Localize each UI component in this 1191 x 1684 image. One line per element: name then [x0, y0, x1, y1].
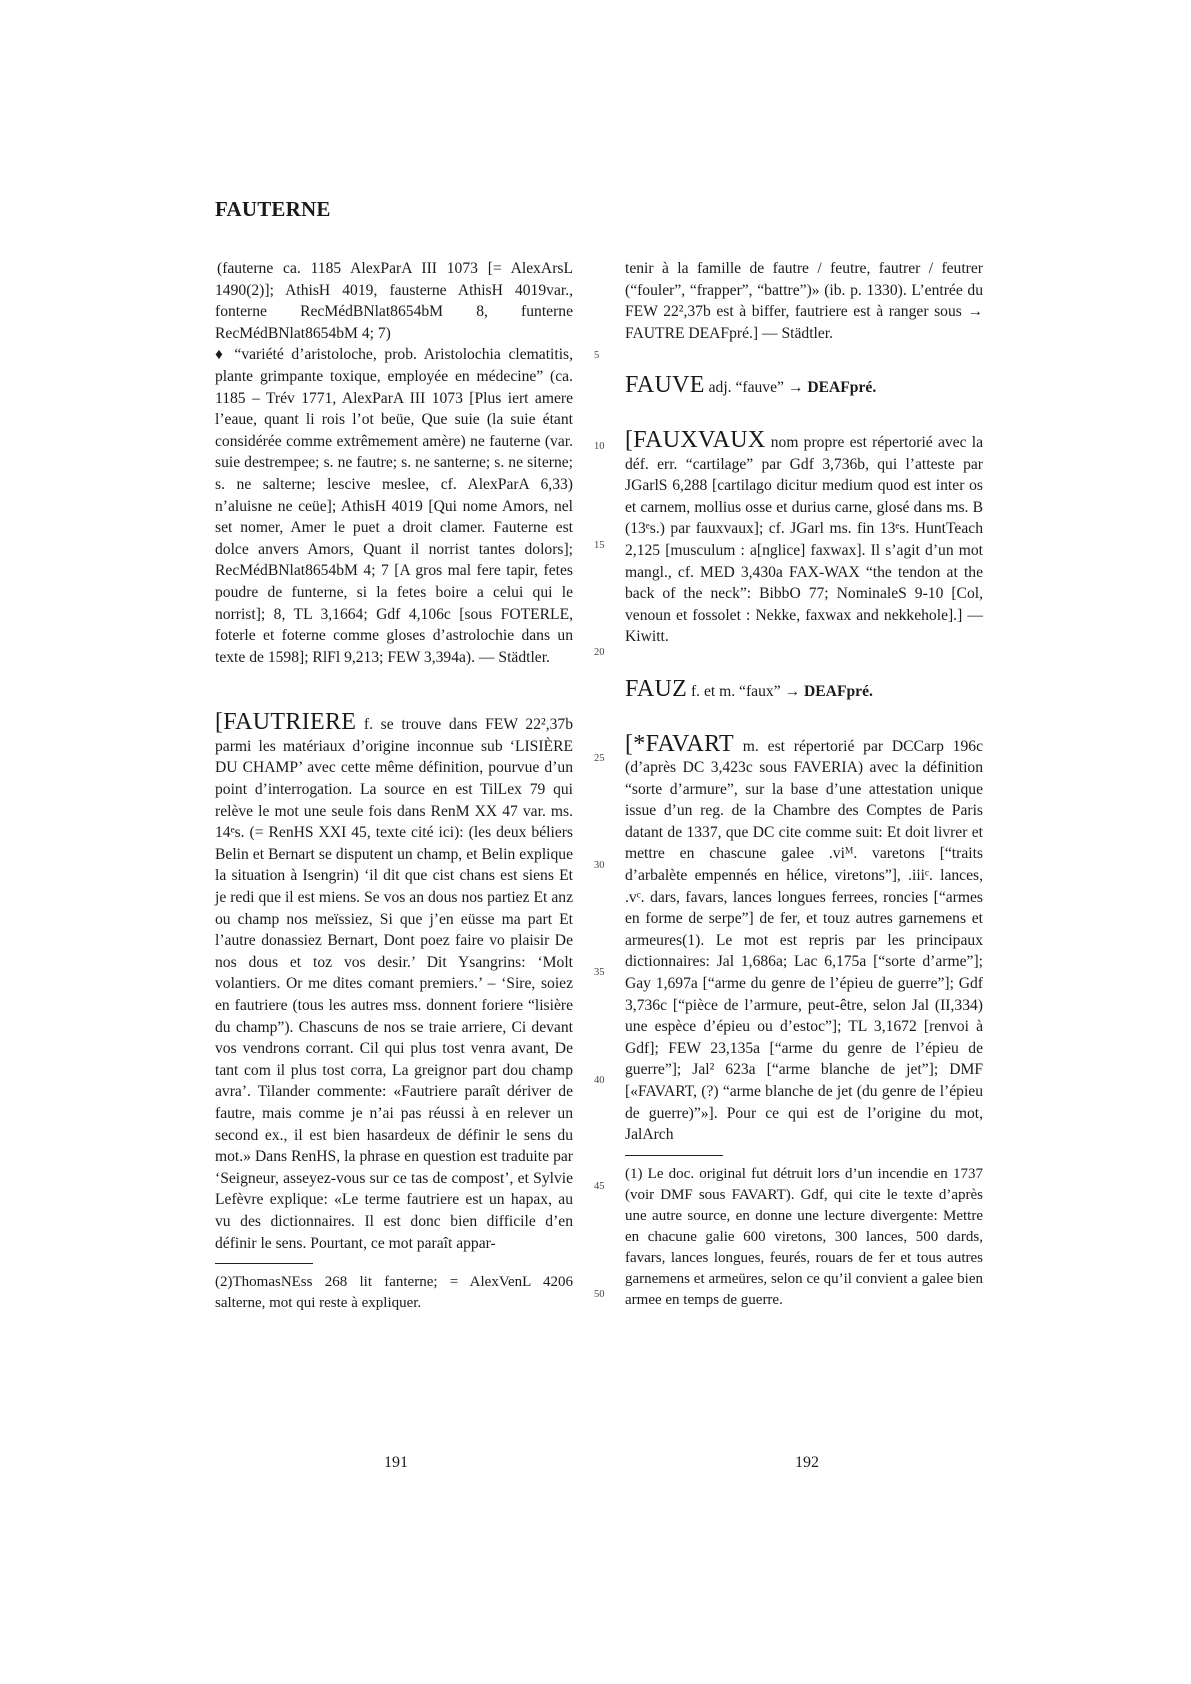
line-number: 25 — [594, 753, 605, 764]
favart-headword: [*FAVART — [625, 730, 734, 757]
fauxvaux-entry — [625, 426, 983, 648]
fauterne-definition: ♦ “variété d’aristoloche, prob. Aristolochia clematitis, plante grimpante toxique, employée en médecine” (ca. 1185 – Trév 1771, AlexParA III 1073 [Plus iert amere l’eaue, quant li rois l’ot beüe, Que suie (la suie étant considérée comme extrêmement amère) ne fauterne (var. suie destrempee; s. ne fautre; s. ne santerne; s. ne siterne; s. ne salterne; lescive meslee, cf. AlexParA 6,33) n’aluisne ne ceüe]; AthisH 4019 [Qui nome Amors, nel set nomer, Amer le puet a droit clamer. Fauterne est dolce anvers Amors, Quant il norrist tantes dolors]; RecMédBNlat8654bM 4; 7 [A gros mal fere tapir, fetes poudre de funterne, si la fetes boire a celui qui le norrist]; 8, TL 3,1664; Gdf 4,106c [sous FOTERLE, foterle et foterne comme gloses d’astrolochie dans un texte de 1598]; RlFl 9,213; FEW 3,394a). — Städtler. — [215, 346, 573, 666]
fauz-headword: FAUZ — [625, 675, 688, 702]
page-number-left: 191 — [384, 1454, 408, 1471]
fautriere-entry — [215, 709, 573, 1254]
page-title: FAUTERNE — [215, 197, 331, 221]
line-number: 30 — [594, 860, 605, 871]
favart-entry — [625, 730, 983, 1146]
fautriere-continuation: tenir à la famille de fautre / feutre, fautrer / feutrer (“fouler”, “frapper”, “battre”)» (ib. p. 1330). L’entrée du FEW 22²,37b est à biffer, fautriere est à ranger sous → FAUTRE DEAFpré.] — Städtler. — [625, 260, 983, 342]
right-column — [625, 258, 983, 1311]
fauve-headword: FAUVE — [625, 372, 705, 399]
fauve-text: adj. “fauve” — [704, 379, 784, 397]
fauve-ref: → DEAFpré. — [787, 379, 877, 397]
left-column — [215, 258, 573, 1314]
favart-text: m. est répertorié par DCCarp 196c (d’après DC 3,423c sous FAVERIA) avec la définition “sorte d’armure”, sur la base d’une attestation unique issue d’un reg. de la Chambre des Comptes de Paris datant de 1337, que DC cite comme suit: Et doit livrer et mettre en chascune galee .viᴹ. varetons [“traits d’arbalète empennés en hélice, viretons”], .iiiᶜ. lances, .vᶜ. dars, favars, lances longues ferrees, roncies [“armes en forme de serpe”] de fer, et touz autres garnemens et armeures(1). Le mot est repris par les principaux dictionnaires: Jal 1,686a; Lac 6,175a [“sorte d’arme”]; Gay 1,697a [“arme du genre de l’épieu de guerre”]; Gdf 3,736c [“pièce de l’armure, peut-être, selon Jal (II,334) une espèce d’épieu ou d’estoc”]; TL 3,1672 [renvoi à Gdf]; FEW 23,135a [“arme du genre de l’épieu de guerre”]; Jal² 623a [“arme blanche de jet”]; DMF [«FAVART, (?) “arme blanche de jet (du genre de l’épieu de guerre)”»]. Pour ce qui est de l’origine du mot, JalArch — [625, 737, 983, 1144]
line-number: 50 — [594, 1289, 605, 1300]
line-number: 35 — [594, 967, 605, 978]
footnote-1: (1) Le doc. original fut détruit lors d’un incendie en 1737 (voir DMF sous FAVART). Gdf, qui cite le texte d’après une autre source, en donne une lecture divergente: Mettre en chacune galie 600 viretons, 300 lances, 500 dards, favars, lances longues, feurés, rouars de fer et tous autres garnemens et armeüres, selon ce qu’il convient a galee bien armee en temps de guerre. — [625, 1165, 983, 1308]
line-number: 5 — [594, 350, 600, 361]
fauz-ref: → DEAFpré. — [784, 682, 873, 700]
fauz-entry — [625, 675, 983, 703]
fautriere-headword: [FAUTRIERE — [215, 709, 357, 736]
footnote-rule — [215, 1263, 313, 1264]
line-number: 40 — [594, 1075, 605, 1086]
fauxvaux-headword: [FAUXVAUX — [625, 426, 766, 453]
page-number-right: 192 — [795, 1454, 819, 1471]
line-number: 15 — [594, 540, 605, 551]
footnote-2: (2)ThomasNEss 268 lit fanterne; = AlexVenL 4206 salterne, mot qui reste à expliquer. — [215, 1274, 573, 1312]
fauve-entry — [625, 372, 983, 399]
fauz-text: f. et m. “faux” — [687, 682, 781, 700]
line-number: 45 — [594, 1181, 605, 1192]
line-number: 20 — [594, 647, 605, 658]
footnote-rule — [625, 1155, 723, 1156]
fauterne-forms: (fauterne ca. 1185 AlexParA III 1073 [= AlexArsL 1490(2)]; AthisH 4019, fausterne AthisH 4019var., fonterne RecMédBNlat8654bM 8, funterne RecMédBNlat8654bM 4; 7) — [215, 260, 573, 342]
line-number: 10 — [594, 441, 605, 452]
fautriere-text: f. se trouve dans FEW 22²,37b parmi les matériaux d’origine inconnue sub ‘LISIÈRE DU CHAMP’ avec cette même définition, pourvue d’un point d’interrogation. La source en est TilLex 79 qui relève le mot une seule fois dans RenM XX 47 var. ms. 14ᵉs. (= RenHS XXI 45, texte cité ici): (les deux béliers Belin et Bernart se disputent un champ, et Belin explique la situation à Isengrin) ‘il dit que cist chans est siens Et je redi que il est miens. Se vos an dous nos partiez Et anz ou champ nos meïssiez, Si que j’en eüsse ma part Et l’autre donassiez Bernart, Dont poez faire vo plaisir De nos dous et toz vos desir.’ Dit Ysangrins: ‘Molt volantiers. Or me dites comant premiers.’ – ‘Sire, soiez en fautriere (tous les autres mss. donnent foriere “lisière du champ”). Chascuns de nos se traie arriere, Ci devant vos vendrons corrant. Cil qui plus tost venra avant, De tant com il plus tost corra, La greignor part dou champ avra’. Tilander commente: «Fautriere paraît dériver de fautre, mais comme je n’ai pas réussi à en relever un second ex., il est bien hasardeux de définir le sens du mot.» Dans RenHS, la phrase en question est traduite par ‘Seigneur, asseyez-vous sur ce tas de compost’, et Sylvie Lefèvre explique: «Le terme fautriere est un hapax, au vu des dictionnaires. Il est donc bien difficile d’en définir le sens. Pourtant, ce mot paraît appar- — [215, 716, 573, 1252]
fauxvaux-text: nom propre est répertorié avec la déf. err. “cartilage” par Gdf 3,736b, qui l’atteste par JGarlS 6,288 [cartilago dicitur medium quod est inter os et carnem, mollius osse et durius carne, glosé dans ms. B (13ᵉs.) par fauxvaux]; cf. JGarl ms. fin 13ᵉs. HuntTeach 2,125 [musculum : a[nglice] faxwax]. Il s’agit d’un mot mangl., cf. MED 3,430a FAX-WAX “the tendon at the back of the neck”: BibbO 77; NominaleS 9-10 [Col, venoun et fossolet : Nekke, faxwax and nekkehole].] — Kiwitt. — [625, 433, 983, 646]
